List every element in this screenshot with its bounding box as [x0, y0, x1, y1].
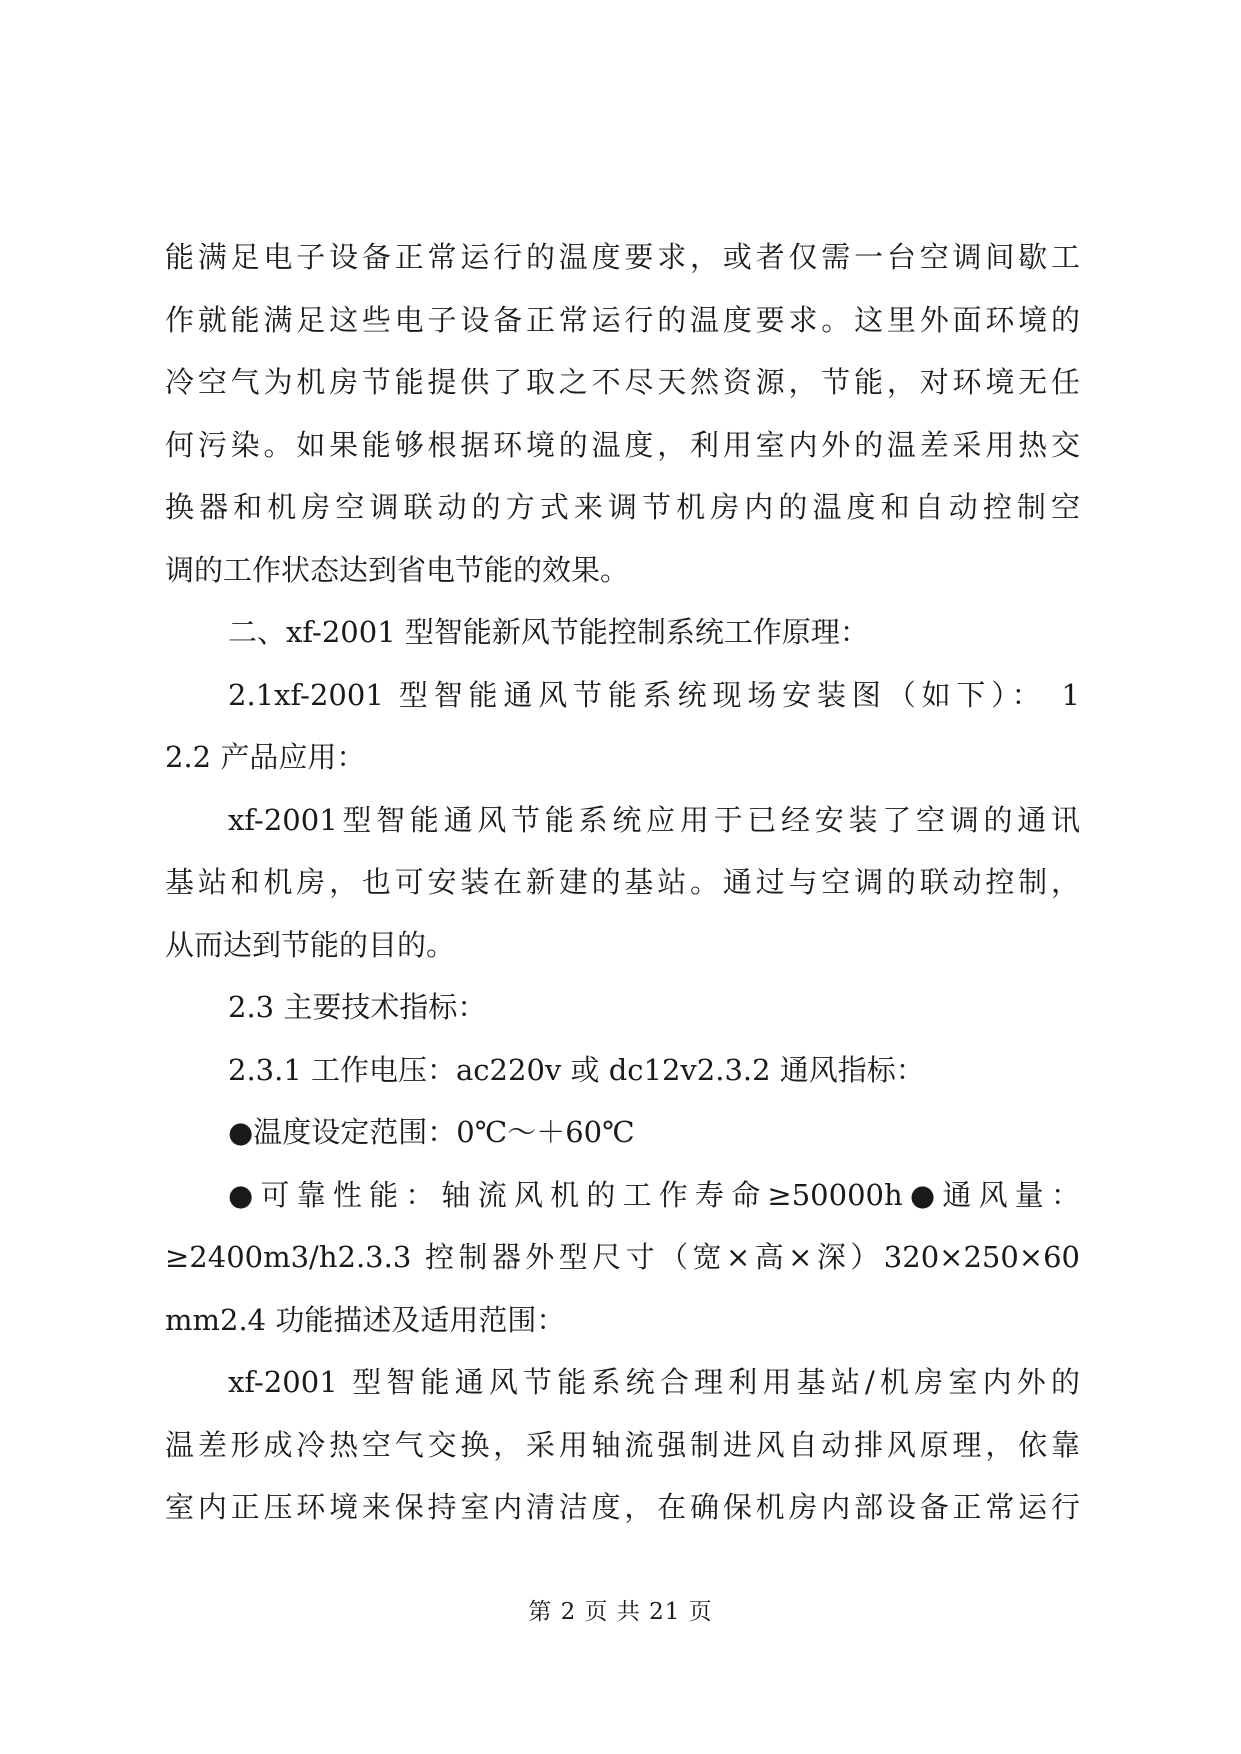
text-line: 温差形成冷热空气交换，采用轴流强制进风自动排风原理，依靠: [165, 1427, 1080, 1462]
text-line: 冷空气为机房节能提供了取之不尽天然资源，节能，对环境无任: [165, 365, 1080, 399]
bullet-item: ●温度设定范围：0℃～＋60℃: [228, 1115, 635, 1149]
text-line: xf-2001 型智能通风节能系统合理利用基站/机房室内外的: [228, 1365, 1080, 1399]
text-line: mm2.4 功能描述及适用范围：: [165, 1302, 566, 1337]
text-line: 室内正压环境来保持室内清洁度，在确保机房内部设备正常运行: [165, 1490, 1080, 1524]
text-line: 作就能满足这些电子设备正常运行的温度要求。这里外面环境的: [165, 302, 1080, 337]
text-line: 能满足电子设备正常运行的温度要求，或者仅需一台空调间歇工: [165, 240, 1080, 274]
subsection-heading: 2.3 主要技术指标：: [228, 990, 487, 1024]
subsection-heading: 2.2 产品应用：: [165, 740, 366, 774]
page-number-footer: 第 2 页 共 21 页: [528, 1599, 713, 1625]
text-line: 2.3.1 工作电压：ac220v 或 dc12v2.3.2 通风指标：: [228, 1052, 925, 1087]
text-line: xf-2001型智能通风节能系统应用于已经安装了空调的通讯: [228, 802, 1080, 837]
text-line: ≥2400m3/h2.3.3 控制器外型尺寸（宽×高×深）320×250×60: [165, 1240, 1080, 1274]
text-line: 换器和机房空调联动的方式来调节机房内的温度和自动控制空: [165, 490, 1080, 524]
text-line: 基站和机房，也可安装在新建的基站。通过与空调的联动控制，: [165, 865, 1080, 899]
subsection-heading: 2.1xf-2001 型智能通风节能系统现场安装图（如下）： 1: [228, 677, 1080, 712]
body-text: [165, 226, 1080, 1539]
section-heading: 二、xf-2001 型智能新风节能控制系统工作原理：: [228, 615, 869, 649]
bullet-item: ●可靠性能：轴流风机的工作寿命≥50000h●通风量：: [228, 1177, 1080, 1212]
text-line: 调的工作状态达到省电节能的效果。: [165, 552, 630, 587]
text-line: 从而达到节能的目的。: [165, 927, 456, 962]
text-line: 何污染。如果能够根据环境的温度，利用室内外的温差采用热交: [165, 427, 1080, 462]
